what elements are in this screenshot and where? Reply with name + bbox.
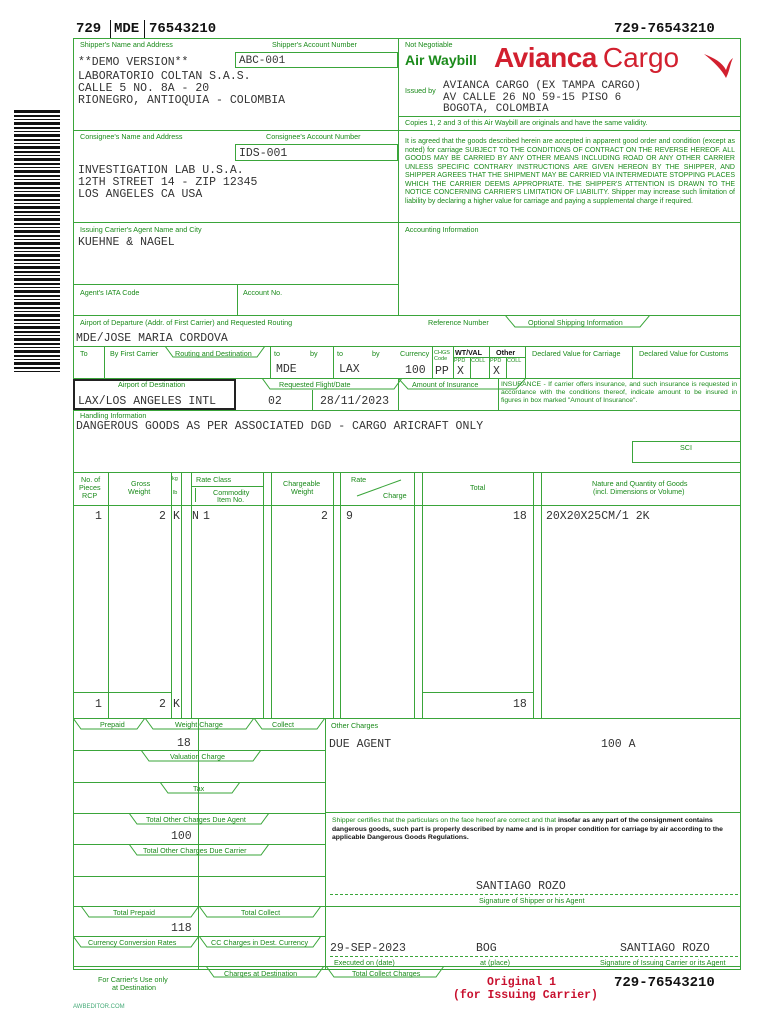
first-carrier-label: By First Carrier	[110, 349, 159, 358]
shipper-label: Shipper's Name and Address	[80, 40, 173, 49]
sum-pieces: 1	[95, 698, 102, 711]
other-prepaid-mark: X	[493, 365, 500, 378]
issuer-line3: BOGOTA, COLOMBIA	[443, 103, 549, 115]
wtval-label: WT/VAL	[455, 348, 483, 357]
carrier-use-label-2: at Destination	[112, 983, 156, 992]
cc-dest-label: CC Charges in Dest. Currency	[211, 938, 309, 947]
rate-class-label: Rate Class	[196, 475, 232, 484]
rate-label: Rate	[351, 475, 367, 484]
by3-label: by	[372, 349, 380, 358]
issued-by-label: Issued by	[405, 86, 436, 95]
iata-code-label: Agent's IATA Code	[80, 288, 140, 297]
nature-label-2: (incl. Dimensions or Volume)	[593, 487, 685, 496]
total-prepaid-label: Total Prepaid	[113, 908, 155, 917]
collect-label: Collect	[272, 720, 294, 729]
wt-prepaid-mark: X	[457, 365, 464, 378]
charges-dest-label: Charges at Destination	[224, 969, 298, 978]
sum-unit: K	[173, 698, 180, 711]
row-commodity: 1	[203, 510, 210, 523]
destination-label: Airport of Destination	[118, 380, 186, 389]
other-label: Other	[496, 348, 516, 357]
total-prepaid-value: 118	[171, 922, 192, 935]
doc-type: Air Waybill	[405, 52, 477, 68]
awb-serial: 76543210	[149, 21, 217, 37]
weight-charge-value: 18	[177, 737, 191, 750]
shipper-account: ABC-001	[239, 55, 286, 67]
to3-label: to	[337, 349, 343, 358]
reference-number-label: Reference Number	[428, 318, 489, 327]
dv-customs-label: Declared Value for Customs	[639, 349, 729, 358]
gross-label-1: Gross	[131, 479, 151, 488]
consignee-account: IDS-001	[239, 147, 288, 160]
shipper-certification: Shipper certifies that the particulars on the face hereof are correct and that insofar as any part of the consignment contains dangerous goods, such part is properly described by name and is in proper condition for carriage by air according to the applicable Dangerous Goods Regulations.	[332, 817, 723, 841]
conditions-of-contract: It is agreed that the goods described herein are accepted in apparent good order and condition (except as noted) for carriage SUBJECT TO THE CONDITIONS OF CONTRACT ON THE REVERSE HEREOF. ALL GOODS MAY BE CARRIED BY ANY OTHER MEANS INCLUDING ROAD OR ANY OTHER CARRIER UNLESS SPECIFIC CONTRARY INSTRUCTIONS ARE GIVEN HEREON BY THE SHIPPER, AND SHIPPER AGREES THAT THE SHIPMENT MAY BE CARRIED VIA INTERMEDIATE STOPPING PLACES WHICH THE CARRIER DEEMS APPROPRIATE. THE SHIPPER'S ATTENTION IS DRAWN TO THE NOTICE CONCERNING CARRIER'S LIMITATION OF LIABILITY. Shipper may increase such limitation of liability by declaring a higher value for carriage and paying a supplemental charge if required.	[405, 138, 735, 205]
awb-prefix: 729	[76, 21, 102, 37]
totals-tabs	[73, 906, 326, 920]
executed-place: BOG	[476, 942, 497, 955]
row-nature: 20X20X25CM/1 2K	[546, 510, 650, 523]
sum-total: 18	[513, 698, 527, 711]
to-label: To	[80, 349, 88, 358]
conversion-label: Currency Conversion Rates	[88, 938, 177, 947]
pieces-label-2: Pieces	[79, 483, 101, 492]
consignee-account-label: Consignee's Account Number	[266, 132, 361, 141]
currency-value: 100	[405, 364, 426, 377]
issuer-line2: AV CALLE 26 NO 59-15 PISO 6	[443, 92, 622, 104]
insurance-note: INSURANCE - If carrier offers insurance, and such insurance is requested in accordance with the conditions thereof, indicate amount to be insured in figures in box marked "Amount of Insurance".	[501, 381, 737, 404]
to2-label: to	[274, 349, 280, 358]
flight-date: 28/11/2023	[320, 395, 390, 408]
shipper-signature-label: Signature of Shipper or his Agent	[479, 896, 585, 905]
row-rate: 9	[346, 510, 353, 523]
row-chargeable: 2	[321, 510, 328, 523]
wt-ppd-label: PPD	[454, 358, 466, 364]
software-credit: AWBEDITOR.COM	[73, 1004, 125, 1010]
dv-carriage-label: Declared Value for Carriage	[532, 349, 621, 358]
sci-label: SCI	[680, 443, 692, 452]
valuation-label: Valuation Charge	[170, 752, 226, 761]
chgs-code-label: CHGS Code	[434, 350, 450, 362]
not-negotiable: Not Negotiable	[405, 40, 453, 49]
route-to3: LAX	[339, 363, 360, 376]
handling-label: Handling Information	[80, 411, 147, 420]
pieces-label-1: No. of	[81, 475, 101, 484]
shipper-signature: SANTIAGO ROZO	[476, 880, 566, 893]
shipper-line1: **DEMO VERSION**	[78, 56, 189, 69]
weight-charge-label: Weight Charge	[175, 720, 223, 729]
original-copy-label: Original 1	[487, 976, 557, 989]
executed-on-label: Executed on (date)	[334, 958, 395, 967]
row-unit: K	[173, 510, 180, 523]
total-label: Total	[470, 483, 486, 492]
total-collect-charges-label: Total Collect Charges	[352, 969, 421, 978]
gross-label-2: Weight	[128, 487, 151, 496]
pieces-label-3: RCP	[82, 491, 98, 500]
total-collect-label: Total Collect	[241, 908, 281, 917]
other-charges-label: Other Charges	[331, 721, 379, 730]
origin-code: MDE	[114, 21, 140, 37]
copies-note: Copies 1, 2 and 3 of this Air Waybill are originals and have the same validity.	[405, 118, 648, 127]
other-carrier-label: Total Other Charges Due Carrier	[143, 846, 247, 855]
row-total: 18	[513, 510, 527, 523]
commodity-label-2: Item No.	[217, 495, 245, 504]
charge-label: Charge	[383, 491, 407, 500]
barcode-image	[14, 110, 60, 374]
chgs-code-value: PP	[435, 365, 449, 378]
prepaid-label: Prepaid	[100, 720, 125, 729]
agent-name: KUEHNE & NAGEL	[78, 236, 175, 249]
currency-label: Currency	[400, 349, 430, 358]
row-gross: 2	[159, 510, 166, 523]
other-charges-desc: DUE AGENT	[329, 738, 392, 751]
consignee-line2: 12TH STREET 14 - ZIP 12345	[78, 176, 258, 189]
kg-label: kg	[172, 476, 178, 482]
bird-logo-icon	[700, 48, 736, 82]
row-pieces: 1	[95, 510, 102, 523]
logo-brand-1: Avianca	[494, 42, 597, 73]
logo-brand-2: Cargo	[602, 42, 680, 73]
shipper-line4: RIONEGRO, ANTIOQUIA - COLOMBIA	[78, 94, 286, 107]
consignee-line1: INVESTIGATION LAB U.S.A.	[78, 164, 244, 177]
awb-number-bottom: 729-76543210	[614, 975, 715, 991]
agent-account-label: Account No.	[243, 288, 283, 297]
carrier-use-label-1: For Carrier's Use only	[98, 975, 168, 984]
row-rate-class: N	[192, 510, 199, 523]
issuer-line1: AVIANCA CARGO (EX TAMPA CARGO)	[443, 80, 642, 92]
departure-airport: MDE/JOSE MARIA CORDOVA	[76, 332, 228, 345]
consignee-line3: LOS ANGELES CA USA	[78, 188, 203, 201]
awb-number-top: 729-76543210	[614, 21, 715, 37]
optional-info-label: Optional Shipping Information	[528, 318, 623, 327]
executed-date: 29-SEP-2023	[330, 942, 406, 955]
insurance-amount-label: Amount of Insurance	[412, 380, 479, 389]
accounting-label: Accounting Information	[405, 225, 479, 234]
nature-label-1: Nature and Quantity of Goods	[592, 479, 688, 488]
other-ppd-label: PPD	[490, 358, 502, 364]
shipper-line3: CALLE 5 NO. 8A - 20	[78, 82, 210, 95]
flight-number: 02	[268, 395, 282, 408]
agent-label: Issuing Carrier's Agent Name and City	[80, 225, 202, 234]
routing-label: Routing and Destination	[175, 349, 252, 358]
departure-label: Airport of Departure (Addr. of First Carrier) and Requested Routing	[80, 318, 293, 327]
other-agent-label: Total Other Charges Due Agent	[146, 815, 246, 824]
tax-label: Tax	[193, 784, 205, 793]
shipper-line2: LABORATORIO COLTAN S.A.S.	[78, 70, 251, 83]
lb-label: lb	[173, 490, 178, 496]
by2-label: by	[310, 349, 318, 358]
chargeable-label-1: Chargeable	[283, 479, 321, 488]
flight-label: Requested Flight/Date	[279, 380, 351, 389]
commodity-label-1: Commodity	[213, 488, 250, 497]
consignee-label: Consignee's Name and Address	[80, 132, 183, 141]
carrier-signature: SANTIAGO ROZO	[620, 942, 710, 955]
at-place-label: at (place)	[480, 958, 510, 967]
wt-coll-label: COLL	[471, 358, 486, 364]
destination-airport: LAX/LOS ANGELES INTL	[78, 395, 217, 408]
chargeable-label-2: Weight	[291, 487, 314, 496]
carrier-logo	[494, 42, 679, 74]
carrier-signature-label: Signature of Issuing Carrier or its Agent	[600, 958, 726, 967]
sum-gross: 2	[159, 698, 166, 711]
original-copy-purpose: (for Issuing Carrier)	[453, 989, 598, 1002]
route-to2: MDE	[276, 363, 297, 376]
other-agent-value: 100	[171, 830, 192, 843]
other-coll-label: COLL	[507, 358, 522, 364]
other-charges-amount: 100 A	[601, 738, 636, 751]
shipper-account-label: Shipper's Account Number	[272, 40, 357, 49]
handling-text: DANGEROUS GOODS AS PER ASSOCIATED DGD - CARGO ARICRAFT ONLY	[76, 420, 484, 433]
